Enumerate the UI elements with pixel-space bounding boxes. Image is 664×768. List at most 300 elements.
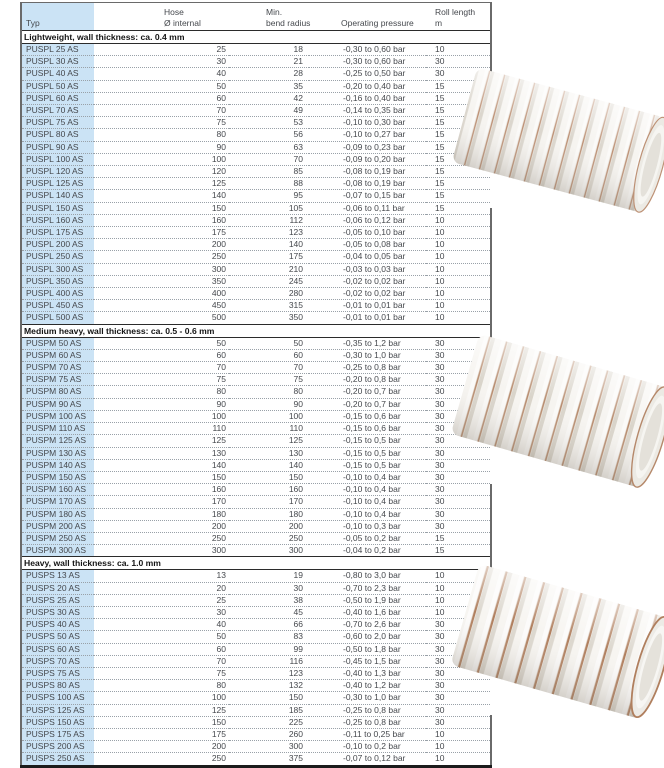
- cell-internal-diameter: 300: [94, 263, 229, 275]
- cell-internal-diameter: 40: [94, 68, 229, 80]
- cell-operating-pressure: -0,09 to 0,23 bar: [309, 141, 426, 153]
- cell-internal-diameter: 150: [94, 202, 229, 214]
- cell-typ: PUSPL 75 AS: [21, 117, 94, 129]
- cell-internal-diameter: 25: [216, 44, 226, 54]
- cell-typ: PUSPS 150 AS: [21, 716, 94, 728]
- cell-typ: PUSPS 60 AS: [21, 643, 94, 655]
- cell-operating-pressure: -0,16 to 0,40 bar: [309, 92, 426, 104]
- cell-internal-diameter: 60: [94, 349, 229, 361]
- col-header-bend-radius: Min. bend radius: [229, 3, 309, 31]
- table-row: [21, 520, 491, 532]
- cell-typ: PUSPS 13 AS: [21, 570, 94, 582]
- cell-internal-diameter: 175: [94, 728, 229, 740]
- cell-typ: PUSPS 200 AS: [21, 741, 94, 753]
- cell-roll-length: 10: [426, 275, 491, 287]
- cell-operating-pressure: -0,10 to 0,30 bar: [309, 117, 426, 129]
- cell-operating-pressure: -0,07 to 0,12 bar: [309, 753, 426, 766]
- table-row: [21, 532, 491, 544]
- cell-typ: PUSPL 60 AS: [21, 92, 94, 104]
- cell-roll-length: 30: [426, 435, 491, 447]
- cell-roll-length: 30: [435, 337, 445, 348]
- cell-internal-diameter: 180: [94, 508, 229, 520]
- cell-roll-length: 10: [426, 288, 491, 300]
- cell-bend-radius: 42: [229, 92, 309, 104]
- cell-operating-pressure: -0,09 to 0,20 bar: [309, 153, 426, 165]
- cell-typ: PUSPM 250 AS: [21, 532, 94, 544]
- cell-typ: PUSPM 150 AS: [21, 471, 94, 483]
- cell-bend-radius: 150: [229, 692, 309, 704]
- cell-bend-radius: 300: [229, 741, 309, 753]
- cell-internal-diameter: 450: [94, 300, 229, 312]
- cell-bend-radius: 50: [293, 337, 303, 348]
- cell-bend-radius: 85: [229, 166, 309, 178]
- cell-internal-diameter: 90: [94, 398, 229, 410]
- cell-internal-diameter: 125: [94, 704, 229, 716]
- cell-operating-pressure: -0,10 to 0,4 bar: [309, 496, 426, 508]
- cell-operating-pressure: -0,30 to 0,60 bar: [309, 56, 426, 68]
- cell-bend-radius: 60: [229, 349, 309, 361]
- cell-roll-length: 30: [426, 471, 491, 483]
- table-row: [21, 227, 491, 239]
- cell-roll-length: 30: [426, 704, 491, 716]
- cell-typ: PUSPS 25 AS: [21, 594, 94, 606]
- cell-operating-pressure: -0,25 to 0,8 bar: [309, 362, 426, 374]
- cell-roll-length: 15: [426, 190, 491, 202]
- cell-typ: PUSPS 80 AS: [21, 680, 94, 692]
- cell-operating-pressure: -0,40 to 1,2 bar: [309, 680, 426, 692]
- cell-bend-radius: 88: [229, 178, 309, 190]
- cell-roll-length: 15: [426, 178, 491, 190]
- cell-operating-pressure: -0,14 to 0,35 bar: [309, 105, 426, 117]
- cell-internal-diameter: 400: [94, 288, 229, 300]
- col-header-typ: [21, 3, 94, 31]
- cell-roll-length: 30: [426, 716, 491, 728]
- cell-bend-radius: 63: [229, 141, 309, 153]
- table-row: [21, 362, 491, 374]
- table-row: [21, 202, 491, 214]
- cell-typ: PUSPL 150 AS: [21, 202, 94, 214]
- cell-bend-radius: 28: [229, 68, 309, 80]
- cell-typ: PUSPS 175 AS: [21, 728, 94, 740]
- cell-roll-length: 10: [426, 728, 491, 740]
- table-row: [21, 312, 491, 324]
- cell-typ: PUSPL 400 AS: [21, 288, 94, 300]
- cell-internal-diameter: 250: [94, 753, 229, 766]
- cell-typ: PUSPM 300 AS: [21, 545, 94, 557]
- cell-bend-radius: 170: [229, 496, 309, 508]
- table-row: [21, 545, 491, 557]
- cell-roll-length: 30: [426, 631, 491, 643]
- table-row: [21, 447, 491, 459]
- cell-typ: PUSPM 60 AS: [21, 349, 94, 361]
- cell-internal-diameter: 120: [94, 166, 229, 178]
- table-row: [21, 471, 491, 483]
- cell-internal-diameter: 160: [94, 484, 229, 496]
- table-row: [21, 239, 491, 251]
- cell-internal-diameter: 40: [94, 619, 229, 631]
- table-row: [21, 606, 491, 618]
- table-row: [21, 655, 491, 667]
- cell-operating-pressure: -0,01 to 0,01 bar: [309, 300, 426, 312]
- cell-internal-diameter: 20: [94, 582, 229, 594]
- cell-roll-length: 30: [426, 68, 491, 80]
- cell-typ: PUSPS 125 AS: [21, 704, 94, 716]
- cell-roll-length: 10: [426, 214, 491, 226]
- cell-roll-length: 10: [426, 741, 491, 753]
- cell-typ: PUSPM 140 AS: [21, 459, 94, 471]
- cell-operating-pressure: -0,80 to 3,0 bar: [343, 570, 401, 581]
- cell-internal-diameter: 75: [94, 117, 229, 129]
- cell-typ: PUSPL 70 AS: [21, 105, 94, 117]
- cell-bend-radius: 70: [229, 362, 309, 374]
- cell-bend-radius: 21: [229, 56, 309, 68]
- table-row: [21, 117, 491, 129]
- cell-roll-length: 10: [426, 300, 491, 312]
- cell-operating-pressure: -0,10 to 0,4 bar: [309, 508, 426, 520]
- table-row: [21, 190, 491, 202]
- cell-roll-length: 30: [426, 423, 491, 435]
- cell-bend-radius: 56: [229, 129, 309, 141]
- table-row: [21, 728, 491, 740]
- table-row: [21, 582, 491, 594]
- cell-operating-pressure: -0,01 to 0,01 bar: [309, 312, 426, 324]
- cell-internal-diameter: 125: [94, 435, 229, 447]
- cell-internal-diameter: 125: [94, 178, 229, 190]
- cell-operating-pressure: -0,20 to 0,40 bar: [309, 80, 426, 92]
- cell-operating-pressure: -0,06 to 0,11 bar: [309, 202, 426, 214]
- table-row: [21, 166, 491, 178]
- cell-internal-diameter: 200: [94, 741, 229, 753]
- cell-roll-length: 10: [426, 606, 491, 618]
- cell-typ: PUSPL 50 AS: [21, 80, 94, 92]
- cell-roll-length: 15: [426, 166, 491, 178]
- cell-typ: PUSPS 100 AS: [21, 692, 94, 704]
- cell-operating-pressure: -0,15 to 0,5 bar: [309, 459, 426, 471]
- cell-roll-length: 10: [426, 594, 491, 606]
- col-header-typ-label: Typ: [26, 17, 40, 28]
- cell-roll-length: 30: [426, 508, 491, 520]
- table-row: [21, 680, 491, 692]
- cell-internal-diameter: 13: [216, 570, 226, 581]
- cell-typ: PUSPS 75 AS: [21, 667, 94, 679]
- cell-operating-pressure: -0,50 to 1,8 bar: [309, 643, 426, 655]
- cell-bend-radius: 105: [229, 202, 309, 214]
- cell-typ: PUSPL 125 AS: [21, 178, 94, 190]
- cell-bend-radius: 160: [229, 484, 309, 496]
- cell-bend-radius: 130: [229, 447, 309, 459]
- cell-operating-pressure: -0,70 to 2,6 bar: [309, 619, 426, 631]
- cell-typ: PUSPL 500 AS: [21, 312, 94, 324]
- cell-bend-radius: 70: [229, 153, 309, 165]
- cell-typ: PUSPS 250 AS: [21, 753, 94, 766]
- cell-bend-radius: 210: [229, 263, 309, 275]
- cell-internal-diameter: 80: [94, 129, 229, 141]
- cell-bend-radius: 250: [229, 532, 309, 544]
- table-row: [21, 459, 491, 471]
- cell-operating-pressure: -0,20 to 0,8 bar: [309, 374, 426, 386]
- cell-roll-length: 10: [435, 570, 445, 581]
- cell-roll-length: 10: [426, 312, 491, 324]
- table-row: [21, 275, 491, 287]
- cell-operating-pressure: -0,30 to 0,60 bar: [343, 44, 406, 54]
- cell-typ: PUSPL 175 AS: [21, 227, 94, 239]
- cell-bend-radius: 175: [229, 251, 309, 263]
- cell-roll-length: 30: [426, 349, 491, 361]
- table-row: [21, 44, 491, 56]
- table-row: [21, 80, 491, 92]
- cell-bend-radius: 315: [229, 300, 309, 312]
- cell-operating-pressure: -0,10 to 0,3 bar: [309, 520, 426, 532]
- cell-internal-diameter: 50: [216, 337, 226, 348]
- table-row: [21, 141, 491, 153]
- cell-typ: PUSPL 350 AS: [21, 275, 94, 287]
- cell-internal-diameter: 350: [94, 275, 229, 287]
- cell-bend-radius: 83: [229, 631, 309, 643]
- table-row: [21, 643, 491, 655]
- cell-internal-diameter: 150: [94, 471, 229, 483]
- cell-internal-diameter: 150: [94, 716, 229, 728]
- cell-bend-radius: 38: [229, 594, 309, 606]
- cell-typ: PUSPM 160 AS: [21, 484, 94, 496]
- table-row: [21, 92, 491, 104]
- cell-roll-length: 15: [426, 545, 491, 557]
- cell-internal-diameter: 100: [94, 692, 229, 704]
- table-row: [21, 129, 491, 141]
- cell-internal-diameter: 80: [94, 386, 229, 398]
- cell-roll-length: 10: [426, 227, 491, 239]
- table-row: [21, 68, 491, 80]
- cell-roll-length: 30: [426, 520, 491, 532]
- cell-bend-radius: 112: [229, 214, 309, 226]
- cell-internal-diameter: 160: [94, 214, 229, 226]
- cell-internal-diameter: 50: [94, 631, 229, 643]
- cell-bend-radius: 100: [229, 410, 309, 422]
- section-header-row: [21, 557, 491, 570]
- cell-internal-diameter: 30: [94, 56, 229, 68]
- table-row: [21, 214, 491, 226]
- cell-typ: PUSPM 80 AS: [21, 386, 94, 398]
- cell-operating-pressure: -0,03 to 0,03 bar: [309, 263, 426, 275]
- table-row: [21, 178, 491, 190]
- cell-bend-radius: 75: [229, 374, 309, 386]
- cell-operating-pressure: -0,45 to 1,5 bar: [309, 655, 426, 667]
- cell-roll-length: 30: [426, 643, 491, 655]
- cell-typ: PUSPL 450 AS: [21, 300, 94, 312]
- cell-bend-radius: 280: [229, 288, 309, 300]
- cell-typ: PUSPM 170 AS: [21, 496, 94, 508]
- cell-internal-diameter: 30: [94, 606, 229, 618]
- cell-typ: PUSPS 20 AS: [21, 582, 94, 594]
- cell-operating-pressure: -0,25 to 0,50 bar: [309, 68, 426, 80]
- cell-operating-pressure: -0,05 to 0,10 bar: [309, 227, 426, 239]
- cell-typ: PUSPL 160 AS: [21, 214, 94, 226]
- cell-roll-length: 15: [426, 80, 491, 92]
- col-header-roll-length: Roll length m: [426, 3, 491, 31]
- cell-bend-radius: 19: [293, 570, 303, 581]
- cell-internal-diameter: 75: [94, 374, 229, 386]
- table-row: [21, 508, 491, 520]
- cell-roll-length: 30: [426, 667, 491, 679]
- cell-internal-diameter: 200: [94, 239, 229, 251]
- cell-roll-length: 10: [426, 251, 491, 263]
- table-row: [21, 570, 491, 582]
- cell-bend-radius: 260: [229, 728, 309, 740]
- cell-operating-pressure: -0,04 to 0,05 bar: [309, 251, 426, 263]
- cell-operating-pressure: -0,04 to 0,2 bar: [309, 545, 426, 557]
- cell-internal-diameter: 175: [94, 227, 229, 239]
- table-row: [21, 619, 491, 631]
- cell-roll-length: 15: [426, 117, 491, 129]
- table-row: [21, 300, 491, 312]
- cell-operating-pressure: -0,10 to 0,4 bar: [309, 471, 426, 483]
- cell-operating-pressure: -0,20 to 0,7 bar: [309, 398, 426, 410]
- cell-operating-pressure: -0,30 to 1,0 bar: [309, 349, 426, 361]
- cell-operating-pressure: -0,15 to 0,5 bar: [309, 447, 426, 459]
- cell-bend-radius: 49: [229, 105, 309, 117]
- cell-operating-pressure: -0,06 to 0,12 bar: [309, 214, 426, 226]
- cell-bend-radius: 110: [229, 423, 309, 435]
- cell-internal-diameter: 200: [94, 520, 229, 532]
- cell-typ: PUSPL 25 AS: [21, 44, 94, 56]
- cell-internal-diameter: 75: [94, 667, 229, 679]
- cell-typ: PUSPS 70 AS: [21, 655, 94, 667]
- table-row: [21, 398, 491, 410]
- cell-operating-pressure: -0,60 to 2,0 bar: [309, 631, 426, 643]
- cell-bend-radius: 180: [229, 508, 309, 520]
- cell-bend-radius: 53: [229, 117, 309, 129]
- cell-roll-length: 10: [435, 44, 445, 54]
- cell-operating-pressure: -0,15 to 0,6 bar: [309, 423, 426, 435]
- cell-bend-radius: 125: [229, 435, 309, 447]
- cell-operating-pressure: -0,08 to 0,19 bar: [309, 166, 426, 178]
- hose-spec-table: [20, 2, 492, 768]
- cell-internal-diameter: 100: [94, 153, 229, 165]
- cell-typ: PUSPM 200 AS: [21, 520, 94, 532]
- hose-photo-heavy: [490, 582, 664, 715]
- cell-roll-length: 30: [426, 447, 491, 459]
- cell-internal-diameter: 300: [94, 545, 229, 557]
- cell-typ: PUSPL 100 AS: [21, 153, 94, 165]
- cell-typ: PUSPS 50 AS: [21, 631, 94, 643]
- cell-roll-length: 15: [426, 141, 491, 153]
- cell-internal-diameter: 60: [94, 643, 229, 655]
- cell-typ: PUSPM 50 AS: [21, 337, 94, 349]
- cell-roll-length: 30: [426, 56, 491, 68]
- cell-internal-diameter: 100: [94, 410, 229, 422]
- cell-internal-diameter: 90: [94, 141, 229, 153]
- table-row: [21, 153, 491, 165]
- cell-internal-diameter: 70: [94, 362, 229, 374]
- section-header-row: [21, 31, 491, 44]
- col-header-internal-diameter: Hose Ø internal: [94, 3, 229, 31]
- cell-roll-length: 30: [426, 374, 491, 386]
- hose-photo-lightweight: [490, 86, 664, 208]
- table-row: [21, 423, 491, 435]
- cell-operating-pressure: -0,50 to 1,9 bar: [309, 594, 426, 606]
- cell-bend-radius: 200: [229, 520, 309, 532]
- table-row: [21, 496, 491, 508]
- cell-typ: PUSPM 90 AS: [21, 398, 94, 410]
- hose-illustration: [490, 582, 664, 715]
- cell-internal-diameter: 140: [94, 459, 229, 471]
- cell-typ: PUSPL 250 AS: [21, 251, 94, 263]
- cell-internal-diameter: 110: [94, 423, 229, 435]
- cell-internal-diameter: 170: [94, 496, 229, 508]
- cell-operating-pressure: -0,08 to 0,19 bar: [309, 178, 426, 190]
- cell-typ: PUSPM 100 AS: [21, 410, 94, 422]
- cell-typ: PUSPL 40 AS: [21, 68, 94, 80]
- cell-roll-length: 30: [426, 398, 491, 410]
- table-row: [21, 692, 491, 704]
- table-row: [21, 337, 491, 349]
- cell-typ: PUSPL 120 AS: [21, 166, 94, 178]
- cell-roll-length: 30: [426, 484, 491, 496]
- table-row: [21, 704, 491, 716]
- cell-bend-radius: 45: [229, 606, 309, 618]
- cell-bend-radius: 116: [229, 655, 309, 667]
- cell-roll-length: 10: [426, 239, 491, 251]
- cell-operating-pressure: -0,40 to 1,6 bar: [309, 606, 426, 618]
- cell-typ: PUSPM 180 AS: [21, 508, 94, 520]
- cell-operating-pressure: -0,15 to 0,5 bar: [309, 435, 426, 447]
- table-row: [21, 251, 491, 263]
- cell-typ: PUSPM 130 AS: [21, 447, 94, 459]
- section-title: Medium heavy, wall thickness: ca. 0.5 - 0.6 mm: [21, 324, 491, 337]
- cell-roll-length: 10: [426, 263, 491, 275]
- cell-bend-radius: 300: [229, 545, 309, 557]
- cell-typ: PUSPL 140 AS: [21, 190, 94, 202]
- col-header-operating-pressure: Operating pressure: [309, 3, 426, 31]
- cell-internal-diameter: 50: [94, 80, 229, 92]
- cell-internal-diameter: 70: [94, 105, 229, 117]
- cell-operating-pressure: -0,20 to 0,7 bar: [309, 386, 426, 398]
- cell-operating-pressure: -0,25 to 0,8 bar: [309, 716, 426, 728]
- cell-roll-length: 15: [426, 202, 491, 214]
- cell-roll-length: 10: [426, 753, 491, 766]
- table-row: [21, 263, 491, 275]
- cell-bend-radius: 99: [229, 643, 309, 655]
- cell-roll-length: 30: [426, 655, 491, 667]
- cell-bend-radius: 66: [229, 619, 309, 631]
- cell-roll-length: 15: [426, 153, 491, 165]
- cell-internal-diameter: 140: [94, 190, 229, 202]
- cell-typ: PUSPS 30 AS: [21, 606, 94, 618]
- cell-bend-radius: 185: [229, 704, 309, 716]
- table-row: [21, 631, 491, 643]
- cell-typ: PUSPL 30 AS: [21, 56, 94, 68]
- cell-operating-pressure: -0,02 to 0,02 bar: [309, 275, 426, 287]
- cell-bend-radius: 123: [229, 227, 309, 239]
- cell-bend-radius: 150: [229, 471, 309, 483]
- cell-operating-pressure: -0,15 to 0,6 bar: [309, 410, 426, 422]
- table-row: [21, 288, 491, 300]
- cell-internal-diameter: 80: [94, 680, 229, 692]
- cell-operating-pressure: -0,10 to 0,2 bar: [309, 741, 426, 753]
- cell-roll-length: 30: [426, 680, 491, 692]
- cell-roll-length: 15: [426, 105, 491, 117]
- table-row: [21, 435, 491, 447]
- cell-roll-length: 30: [426, 410, 491, 422]
- table-row: [21, 56, 491, 68]
- cell-bend-radius: 225: [229, 716, 309, 728]
- cell-roll-length: 15: [426, 92, 491, 104]
- cell-bend-radius: 140: [229, 459, 309, 471]
- cell-typ: PUSPL 80 AS: [21, 129, 94, 141]
- cell-operating-pressure: -0,07 to 0,15 bar: [309, 190, 426, 202]
- cell-roll-length: 15: [426, 129, 491, 141]
- hose-illustration: [490, 86, 664, 208]
- cell-bend-radius: 30: [229, 582, 309, 594]
